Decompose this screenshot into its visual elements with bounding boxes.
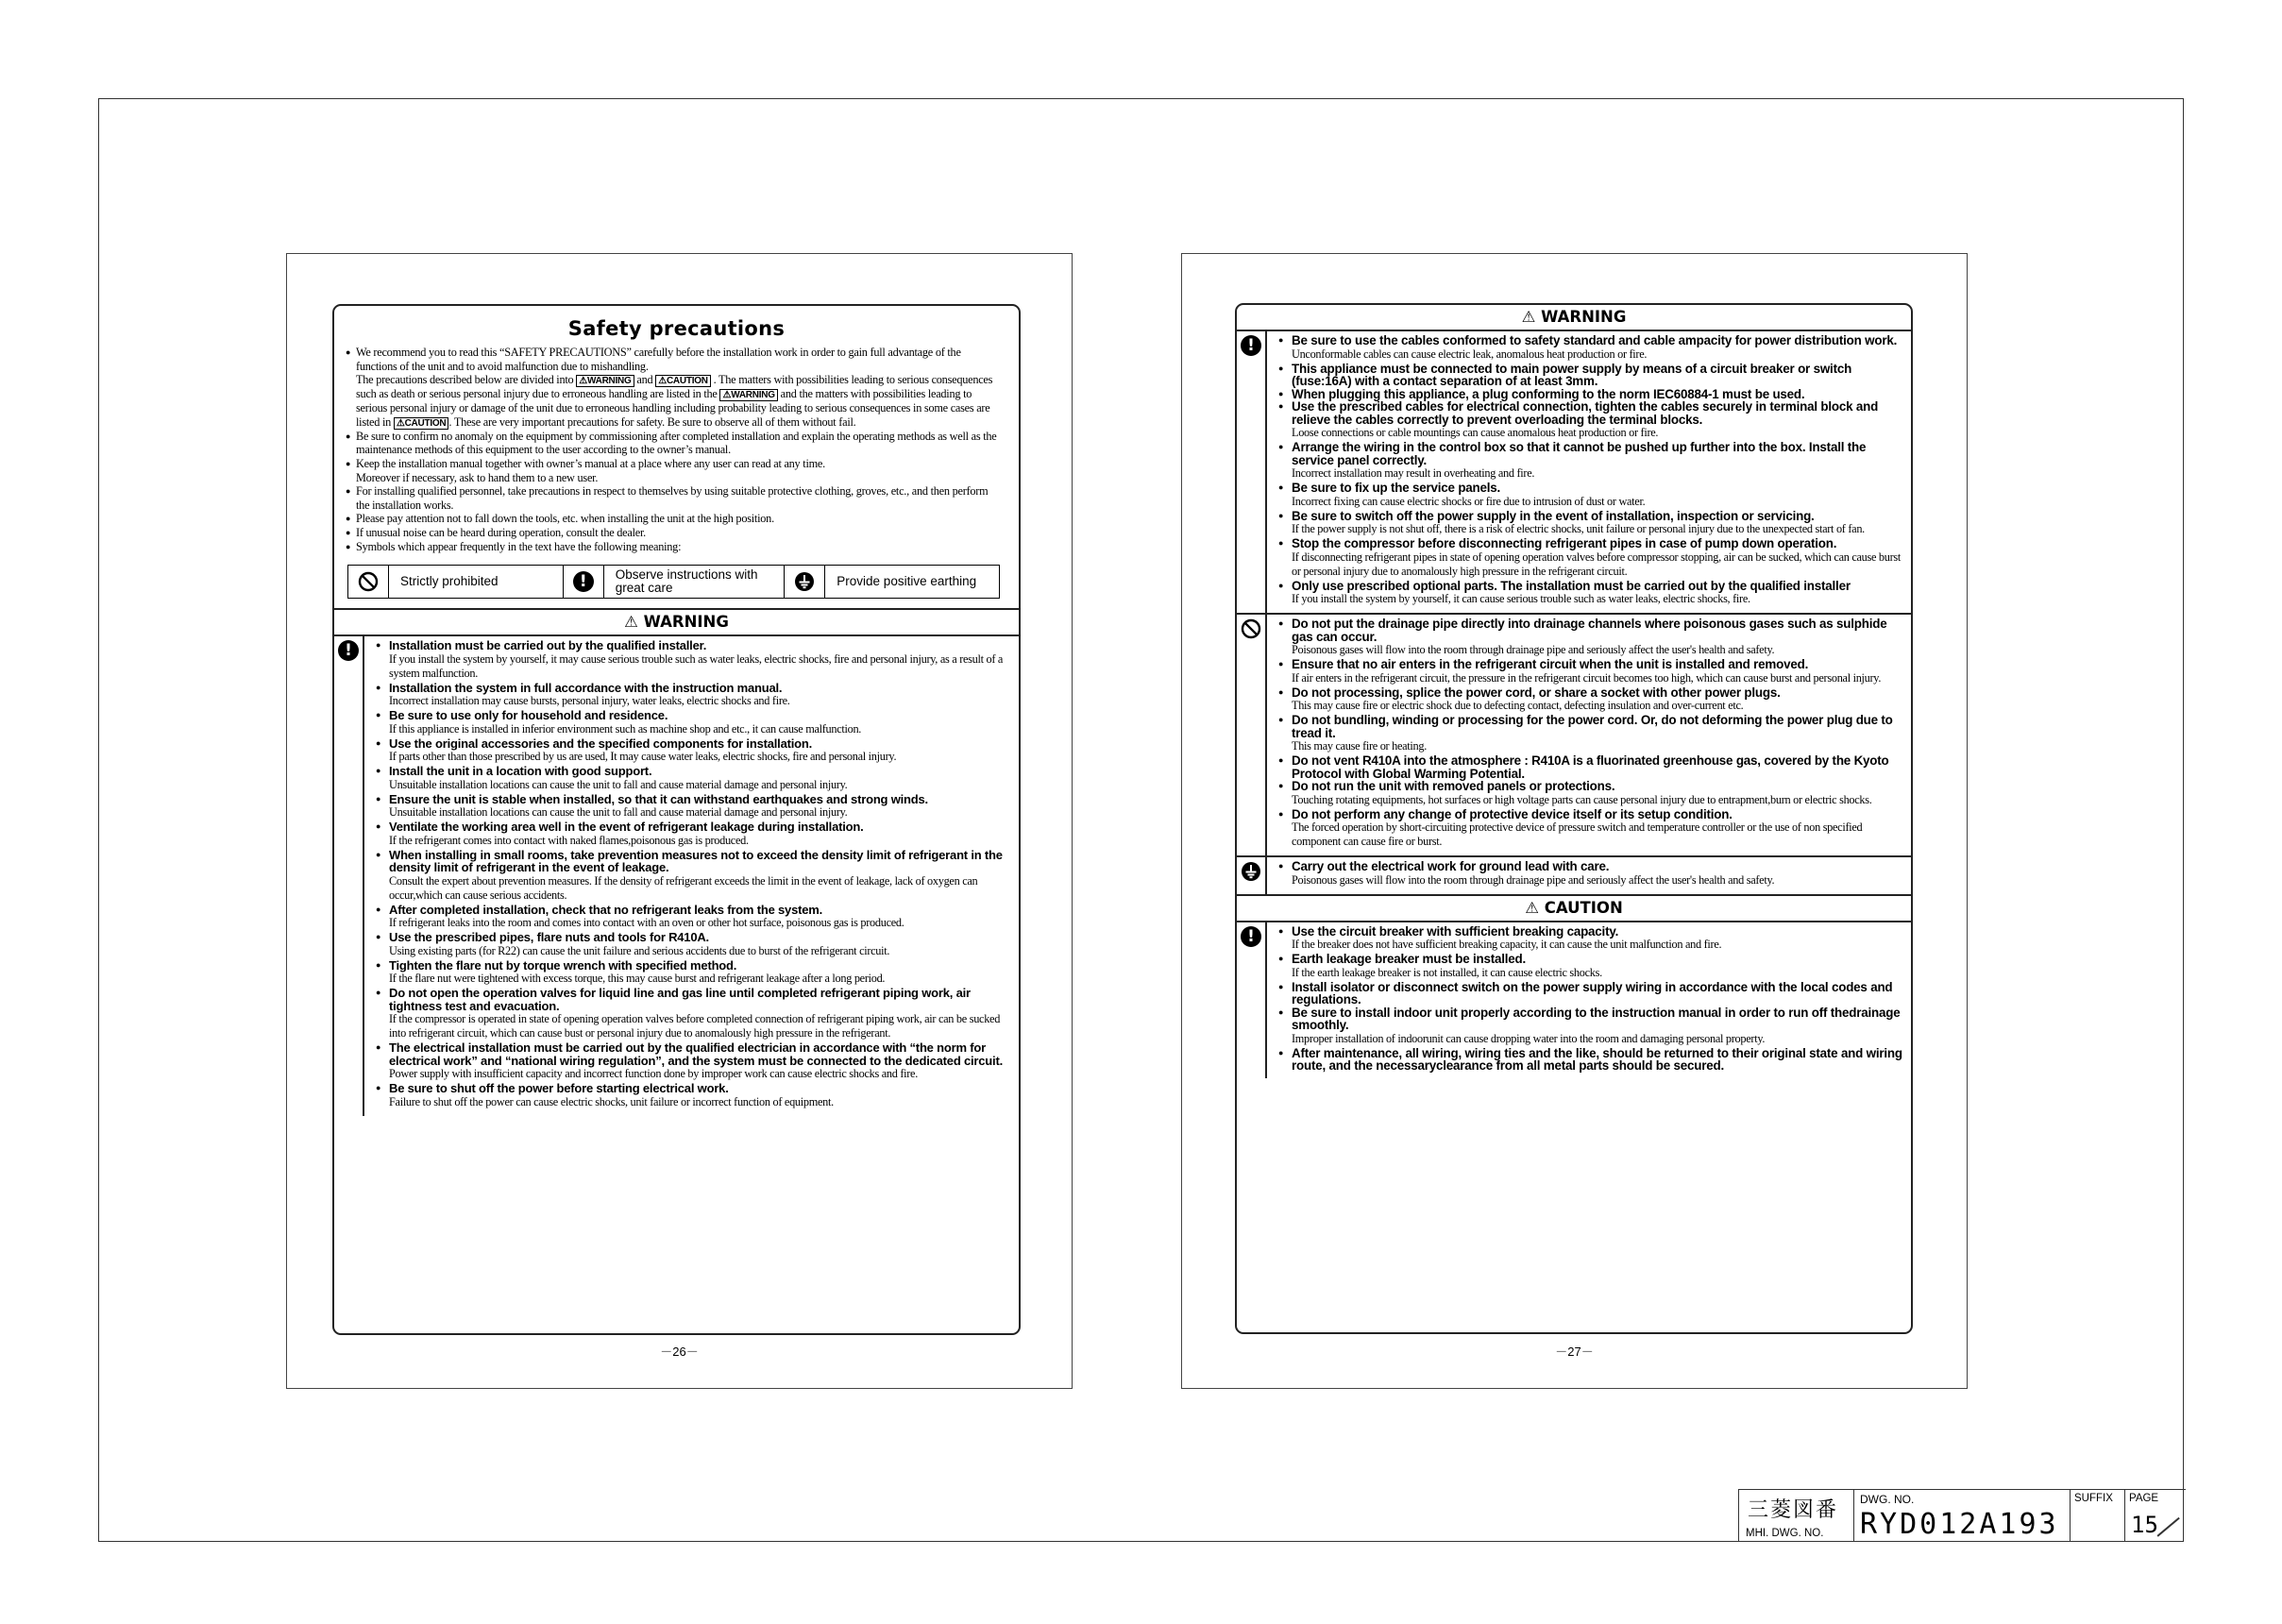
item-heading: ● Ensure that no air enters in the refrigerant circuit when the unit is installed and removed. xyxy=(1292,657,1809,671)
item-description: If disconnecting refrigerant pipes in state of opening operation valves before compressor stopping, air can be sucked, which can cause burst or personal injury due to anomalously high pressure in the refrigerant circuit. xyxy=(1292,550,1902,578)
item-heading: ● Be sure to fix up the service panels. xyxy=(1292,481,1501,495)
caution-tag: ⚠CAUTION xyxy=(394,417,449,430)
item-description: Touching rotating equipments, hot surfaces or high voltage parts can cause personal injury due to entrapment,burn or electric shocks. xyxy=(1292,792,1872,806)
warning-exclamation-section xyxy=(1237,331,1911,615)
list-item xyxy=(376,682,1011,709)
drawing-number: RYD012A193 xyxy=(1860,1508,2059,1541)
list-item xyxy=(1278,981,1903,1007)
page-number: －26－ xyxy=(660,1345,699,1359)
list-item xyxy=(376,1041,1011,1081)
item-heading: ● When plugging this appliance, a plug conforming to the norm IEC60884-1 must be used. xyxy=(1292,386,1805,401)
list-item xyxy=(376,1082,1011,1109)
list-item xyxy=(1278,860,1903,888)
list-item xyxy=(1278,658,1903,685)
item-heading: ● Use the prescribed pipes, flare nuts and tools for R410A. xyxy=(389,930,709,945)
sheet-page-number: 15 xyxy=(2131,1512,2158,1538)
intro-text xyxy=(334,346,1019,553)
item-description: The forced operation by short-circuiting protective device of pressure switch and temperature controller or the use of non specified component can cause fire or burst. xyxy=(1292,820,1863,848)
symbol-earthing: Provide positive earthing xyxy=(785,566,999,598)
item-description: If air enters in the refrigerant circuit, the pressure in the refrigerant circuit becomes too high, which can cause burst and personal injury. xyxy=(1292,670,1882,685)
safety-precautions-box xyxy=(332,304,1021,1335)
list-item xyxy=(1278,580,1903,607)
item-heading: ● Use the prescribed cables for electrical connection, tighten the cables securely in terminal block and relieve the cables correctly to prevent overloading the terminal blocks. xyxy=(1292,399,1879,427)
item-heading: ● Ensure the unit is stable when installed, so that it can withstand earthquakes and strong winds. xyxy=(389,791,928,806)
earth-ground-icon xyxy=(1241,861,1261,882)
item-description: Incorrect installation may cause bursts, personal injury, water leaks, electric shocks and fire. xyxy=(389,694,790,708)
item-heading: ● The electrical installation must be carried out by the qualified electrician in accordance with “the norm for electrical work” and “national wiring regulation”, and the system must be connected to the dedicated circuit. xyxy=(389,1040,1004,1068)
list-item xyxy=(1278,537,1903,579)
page-number: －27－ xyxy=(1555,1345,1594,1359)
list-item xyxy=(1278,363,1903,388)
item-heading: ● Use the original accessories and the specified components for installation. xyxy=(389,736,813,751)
intro-paragraph: ● For installing qualified personnel, take precautions in respect to themselves by using suitable protective clothing, groves, etc., and then perform the installation works. xyxy=(346,484,1002,512)
warning-tag: ⚠WARNING xyxy=(576,375,634,387)
list-item xyxy=(376,849,1011,903)
list-item xyxy=(1278,1007,1903,1046)
item-heading: ● Be sure to switch off the power supply in the event of installation, inspection or servicing. xyxy=(1292,508,1815,523)
manual-page-right xyxy=(1181,253,1968,1389)
item-heading: ● Use the circuit breaker with sufficient breaking capacity. xyxy=(1292,923,1619,939)
suffix-cell: SUFFIX xyxy=(2071,1490,2125,1542)
item-heading: ● Be sure to use only for household and residence. xyxy=(389,708,668,723)
page-cell: PAGE 15 xyxy=(2125,1490,2186,1542)
item-description: Power supply with insufficient capacity and incorrect function done by improper work can cause electric shocks and fire. xyxy=(389,1067,918,1081)
item-heading: ● Ventilate the working area well in the event of refrigerant leakage during installation. xyxy=(389,820,864,835)
item-heading: ● Do not perform any change of protective device itself or its setup condition. xyxy=(1292,806,1733,821)
list-item xyxy=(376,931,1011,958)
symbol-prohibited: Strictly prohibited xyxy=(348,566,564,598)
item-heading: ● Be sure to shut off the power before starting electrical work. xyxy=(389,1081,729,1096)
item-heading: ● Arrange the wiring in the control box so that it cannot be pushed up further into the box. Install the service panel correctly. xyxy=(1292,440,1867,467)
list-item xyxy=(1278,953,1903,980)
list-item xyxy=(1278,510,1903,537)
intro-paragraph: The precautions described below are divided into ⚠WARNING and ⚠CAUTION . The matters with possibilities leading to serious consequences such as death or serious personal injury due to erroneous handling are listed in the ⚠WARNING and the matters with possibilities leading to serious personal injury or damage of the unit due to erroneous handling including probability leading to serious consequences in some cases are listed in ⚠CAUTION . These are very important precautions for safety. Be sure to observe all of them without fail. xyxy=(356,373,993,429)
list-item xyxy=(1278,1047,1903,1073)
item-heading: ● Do not run the unit with removed panels or protections. xyxy=(1292,779,1615,793)
item-description: If the breaker does not have sufficient breaking capacity, it can cause the unit malfunction and fire. xyxy=(1292,938,1722,951)
item-heading: ● After maintenance, all wiring, wiring ties and the like, should be returned to their original state and wiring route, and the necessaryclearance from all metal parts should be secured. xyxy=(1292,1045,1902,1073)
intro-paragraph: ● Keep the installation manual together with owner’s manual at a place where any user can read at any time. xyxy=(346,457,1002,471)
item-heading: ● Installation must be carried out by the qualified installer. xyxy=(389,638,707,653)
warning-header: ⚠ WARNING xyxy=(334,608,1019,636)
item-heading: ● When installing in small rooms, take prevention measures not to exceed the density limit of refrigerant in the density limit of refrigerant in the event of leakage. xyxy=(389,847,1003,875)
item-heading: ● Tighten the flare nut by torque wrench with specified method. xyxy=(389,957,737,973)
warning-ground-section xyxy=(1237,857,1911,894)
item-heading: ● Installation the system in full accordance with the instruction manual. xyxy=(389,680,783,695)
mhi-drawing-number-cell: 三菱図番 MHI. DWG. NO. xyxy=(1739,1490,1854,1542)
list-item xyxy=(376,737,1011,765)
item-description: If you install the system by yourself, it can cause serious trouble such as water leaks, electric shocks, fire. xyxy=(1292,592,1750,605)
intro-paragraph: ● We recommend you to read this “SAFETY PRECAUTIONS” carefully before the installation work in order to gain full advantage of the functions of the unit and to avoid malfunction due to mishandling. xyxy=(346,346,1002,373)
caution-tag: ⚠CAUTION xyxy=(655,375,711,387)
item-description: If parts other than those prescribed by us are used, It may cause water leaks, electric shocks, fire and personal injury. xyxy=(389,750,897,764)
item-description: Unsuitable installation locations can cause the unit to fall and cause material damage and personal injury. xyxy=(389,777,848,791)
list-item xyxy=(376,820,1011,848)
warning-prohibited-section xyxy=(1237,615,1911,857)
item-heading: ● Carry out the electrical work for ground lead with care. xyxy=(1292,859,1610,873)
warning-caution-box xyxy=(1235,303,1913,1334)
intro-paragraph: Moreover if necessary, ask to hand them to a new user. xyxy=(356,470,599,484)
item-heading: ● Do not processing, splice the power cord, or share a socket with other power plugs. xyxy=(1292,685,1781,700)
prohibited-icon xyxy=(1241,618,1261,639)
item-heading: ● This appliance must be connected to main power supply by means of a circuit breaker or switch (fuse:16A) with a contact separation of at least 3mm. xyxy=(1292,361,1852,388)
warning-items xyxy=(1267,331,1911,613)
item-heading: ● Be sure to use the cables conformed to safety standard and cable ampacity for power distribution work. xyxy=(1292,333,1898,347)
caution-section xyxy=(1237,922,1911,1078)
list-item xyxy=(1278,808,1903,850)
warning-items xyxy=(364,636,1019,1116)
item-heading: ● Do not bundling, winding or processing for the power cord. Or, do not deforming the power plug due to tread it. xyxy=(1292,713,1893,740)
item-description: If the power supply is not shut off, there is a risk of electric shocks, unit failure or personal injury due to the unexpected start of fan. xyxy=(1292,522,1865,535)
warning-section xyxy=(334,636,1019,1116)
list-item xyxy=(1278,388,1903,401)
list-item xyxy=(1278,617,1903,657)
item-description: If you install the system by yourself, it may cause serious trouble such as water leaks, electric shocks, fire and personal injury, as a result of a system malfunction. xyxy=(389,651,1004,680)
drawing-title-block xyxy=(1738,1489,2186,1542)
exclamation-icon: ! xyxy=(573,571,594,592)
drawing-number-cell: DWG. NO. RYD012A193 xyxy=(1854,1490,2071,1542)
earth-ground-icon xyxy=(794,571,815,592)
item-heading: ● Only use prescribed optional parts. The installation must be carried out by the qualified installer xyxy=(1292,578,1851,593)
item-description: If the refrigerant comes into contact with naked flames,poisonous gas is produced. xyxy=(389,833,749,847)
caution-header: ⚠ CAUTION xyxy=(1237,894,1911,922)
item-description: Using existing parts (for R22) can cause the unit failure and serious accidents due to burst of the refrigerant circuit. xyxy=(389,943,890,957)
prohibited-icon xyxy=(358,571,379,592)
caution-items xyxy=(1267,922,1911,1078)
prohibited-items xyxy=(1267,615,1911,855)
intro-paragraph: ● Symbols which appear frequently in the text have the following meaning: xyxy=(346,540,1002,554)
list-item xyxy=(1278,482,1903,509)
symbol-exclamation: ! Observe instructions with great care xyxy=(564,566,786,598)
item-description: If the flare nut were tightened with excess torque, this may cause burst and refrigerant leakage after a long period. xyxy=(389,972,886,986)
list-item xyxy=(1278,925,1903,953)
list-item xyxy=(1278,754,1903,780)
list-item xyxy=(376,709,1011,736)
list-item xyxy=(376,639,1011,681)
item-heading: ● After completed installation, check that no refrigerant leaks from the system. xyxy=(389,902,823,917)
symbol-legend-table xyxy=(347,565,1000,599)
list-item xyxy=(376,904,1011,931)
list-item xyxy=(376,765,1011,792)
list-item xyxy=(376,959,1011,987)
list-item xyxy=(1278,334,1903,362)
item-description: Incorrect installation may result in overheating and fire. xyxy=(1292,466,1535,480)
ground-items xyxy=(1267,857,1911,894)
item-heading: ● Do not open the operation valves for liquid line and gas line until completed refrigerant piping work, air tightness test and evacuation. xyxy=(389,986,971,1013)
list-item xyxy=(1278,714,1903,753)
exclamation-icon: ! xyxy=(1241,926,1261,947)
item-description: Loose connections or cable mountings can cause anomalous heat production or fire. xyxy=(1292,426,1659,439)
item-description: If the compressor is operated in state of opening operation valves before completed connection of refrigerant piping work, air can be sucked into refrigerant circuit, which can cause bust or personal injury due to anomalously high pressure in the refrigerant. xyxy=(389,1012,1001,1040)
list-item xyxy=(1278,686,1903,714)
page-title: Safety precautions xyxy=(567,317,786,340)
list-item xyxy=(376,987,1011,1040)
item-description: If the earth leakage breaker is not installed, it can cause electric shocks. xyxy=(1292,965,1602,979)
list-item xyxy=(1278,441,1903,481)
exclamation-icon: ! xyxy=(338,640,359,661)
intro-paragraph: ● If unusual noise can be heard during operation, consult the dealer. xyxy=(346,526,1002,540)
item-description: Failure to shut off the power can cause electric shocks, unit failure or incorrect function of equipment. xyxy=(389,1094,834,1108)
list-item xyxy=(376,793,1011,820)
intro-paragraph: ● Please pay attention not to fall down the tools, etc. when installing the unit at the high position. xyxy=(346,512,1002,526)
list-item xyxy=(1278,400,1903,440)
item-description: This may cause fire or electric shock due to defecting contact, defecting insulation and over-current etc. xyxy=(1292,699,1744,712)
item-heading: ● Earth leakage breaker must be installed. xyxy=(1292,952,1527,966)
warning-header: ⚠ WARNING xyxy=(1237,305,1911,331)
item-description: If this appliance is installed in inferior environment such as machine shop and etc., it can cause malfunction. xyxy=(389,721,862,736)
item-description: This may cause fire or heating. xyxy=(1292,739,1427,753)
item-heading: ● Do not put the drainage pipe directly into drainage channels where poisonous gases such as sulphide gas can occur. xyxy=(1292,617,1887,644)
item-heading: ● Do not vent R410A into the atmosphere : R410A is a fluorinated greenhouse gas, covered by the Kyoto Protocol with Global Warming Potential. xyxy=(1292,753,1889,781)
item-description: If refrigerant leaks into the room and comes into contact with an oven or other hot surface, poisonous gas is produced. xyxy=(389,916,904,930)
intro-paragraph: ● Be sure to confirm no anomaly on the equipment by commissioning after completed installation and explain the operating methods as well as the maintenance methods of this equipment to the user according to the owner’s manual. xyxy=(346,430,1002,457)
item-heading: ● Install isolator or disconnect switch on the power supply wiring in accordance with the local codes and regulations. xyxy=(1292,979,1893,1007)
item-heading: ● Be sure to install indoor unit properly according to the instruction manual in order to run off thedrainage smoothly. xyxy=(1292,1005,1901,1032)
item-description: Poisonous gases will flow into the room through drainage pipe and seriously affect the user's health and safety. xyxy=(1292,872,1775,887)
item-description: Unsuitable installation locations can cause the unit to fall and cause material damage and personal injury. xyxy=(389,805,848,820)
item-heading: ● Install the unit in a location with good support. xyxy=(389,764,652,779)
item-description: Unconformable cables can cause electric leak, anomalous heat production or fire. xyxy=(1292,347,1648,361)
warning-tag: ⚠WARNING xyxy=(719,389,777,401)
item-description: Poisonous gases will flow into the room through drainage pipe and seriously affect the user's health and safety. xyxy=(1292,643,1775,656)
manual-page-left xyxy=(286,253,1073,1389)
item-heading: ● Stop the compressor before disconnecting refrigerant pipes in case of pump down operation. xyxy=(1292,536,1837,550)
item-description: Incorrect fixing can cause electric shocks or fire due to intrusion of dust or water. xyxy=(1292,494,1646,508)
item-description: Consult the expert about prevention measures. If the density of refrigerant exceeds the limit in the event of leakage, lack of oxygen can occur,which can cause serious accidents. xyxy=(389,873,978,902)
list-item xyxy=(1278,780,1903,807)
item-description: Improper installation of indoorunit can cause dropping water into the room and damaging personal property. xyxy=(1292,1031,1766,1045)
exclamation-icon: ! xyxy=(1241,335,1261,356)
